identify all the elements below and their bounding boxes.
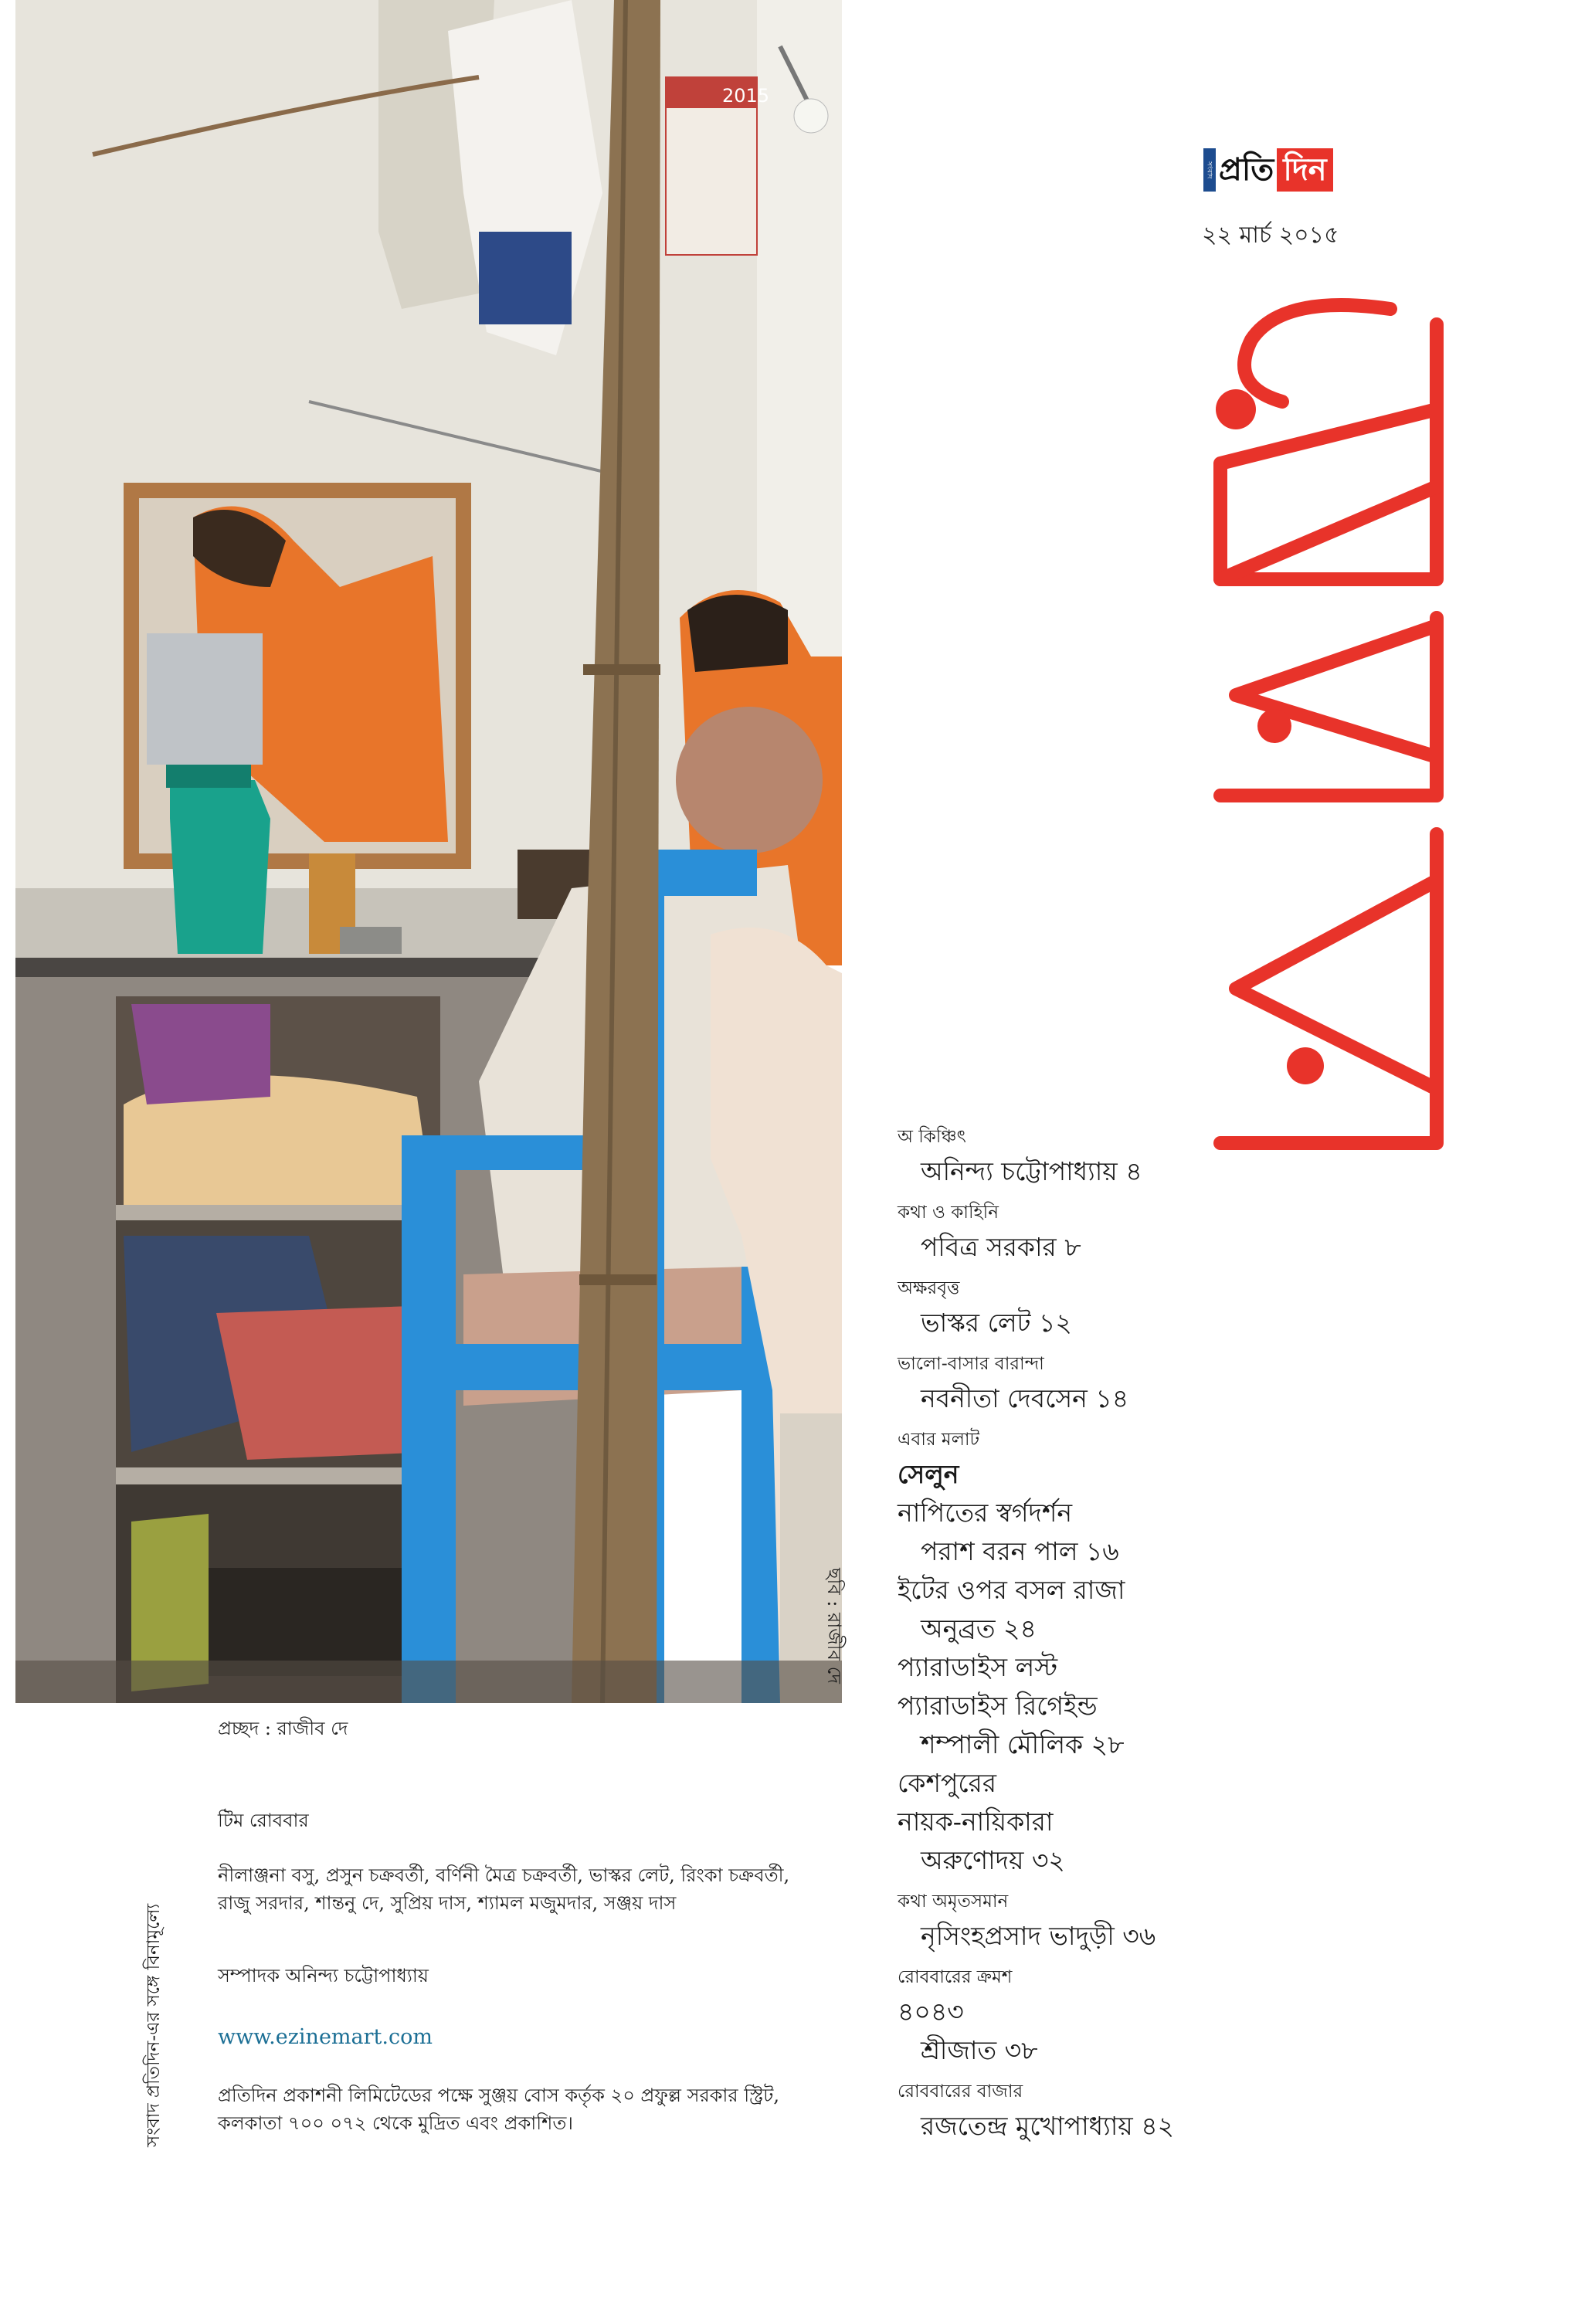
toc-section: রোববারের ক্রমশ xyxy=(898,1967,1013,1987)
toc-line: শম্পালী মৌলিক ২৮ xyxy=(921,1729,1125,1759)
toc-line: নবনীতা দেবসেন ১৪ xyxy=(921,1383,1129,1413)
toc-section: অ কিঞ্চিৎ xyxy=(898,1127,966,1147)
toc-section: এবার মলাট xyxy=(898,1430,980,1450)
toc-entry xyxy=(898,2076,1330,2146)
toc-section: কথা ও কাহিনি xyxy=(898,1203,999,1223)
toc-line: অরুণোদয় ৩২ xyxy=(921,1845,1065,1875)
toc-line: ইটের ওপর বসল রাজা xyxy=(898,1575,1125,1605)
logo-tag: সংবাদ xyxy=(1203,148,1216,192)
toc-line: অনুব্রত ২৪ xyxy=(921,1613,1037,1644)
imprint-text: প্রতিদিন প্রকাশনী লিমিটেডের পক্ষে সুঞ্জয় বোস কর্তৃক ২০ প্রফুল্ল সরকার স্ট্রিট, কলকাতা ৭০০ ০৭২ থেকে মুদ্রিত এবং প্রকাশিত। xyxy=(218,2085,779,2134)
toc-line: শ্রীজাত ৩৮ xyxy=(921,2035,1038,2065)
toc-line: প্যারাডাইস লস্ট xyxy=(898,1652,1058,1682)
editor-credit: সম্পাদক অনিন্দ্য চট্টোপাধ্যায় xyxy=(218,1965,429,1986)
toc-line: ৪০৪৩ xyxy=(898,1997,964,2027)
toc-entry xyxy=(898,1273,1330,1342)
table-of-contents xyxy=(898,1121,1330,2152)
logo-word-2: দিন xyxy=(1277,148,1332,192)
toc-line: নায়ক-নায়িকারা xyxy=(898,1807,1054,1837)
toc-line: অনিন্দ্য চট্টোপাধ্যায় ৪ xyxy=(921,1156,1142,1186)
toc-entry xyxy=(898,1349,1330,1418)
issue-date: ২২ মার্চ ২০১৫ xyxy=(1202,222,1339,249)
masthead-title-logo xyxy=(1189,293,1514,1182)
toc-entry xyxy=(898,1197,1330,1267)
toc-entry xyxy=(898,1121,1330,1191)
cover-credit: প্রচ্ছদ : রাজীব দে xyxy=(218,1718,348,1739)
toc-line: রজতেন্দ্র মুখোপাধ্যায় ৪২ xyxy=(921,2111,1175,2141)
logo-word-1: প্রতি xyxy=(1219,152,1274,188)
team-members: নীলাঞ্জনা বসু, প্রসুন চক্রবর্তী, বর্ণিনী মৈত্র চক্রবর্তী, ভাস্কর লেট, রিংকা চক্রবর্তী, রাজু সরদার, শান্তনু দে, সুপ্রিয় দাস, শ্যামল মজুমদার, সঞ্জয় দাস xyxy=(218,1864,790,1914)
toc-line: কেশপুরের xyxy=(898,1768,996,1798)
toc-line: নাপিতের স্বর্গদর্শন xyxy=(898,1498,1073,1528)
toc-entry-cover-story xyxy=(898,1424,1330,1880)
team-title: টিম রোববার xyxy=(218,1810,309,1831)
toc-line: পবিত্র সরকার ৮ xyxy=(921,1232,1081,1262)
toc-section: অক্ষরবৃত্ত xyxy=(898,1278,960,1298)
toc-line: পরাশ বরন পাল ১৬ xyxy=(921,1536,1119,1566)
cover-photo xyxy=(15,0,842,1703)
vertical-note: সংবাদ প্রতিদিন-এর সঙ্গে বিনামূল্যে xyxy=(144,1903,164,2147)
toc-line: সেলুন xyxy=(898,1459,959,1489)
toc-entry xyxy=(898,1962,1330,2070)
newspaper-logo xyxy=(1203,148,1333,192)
toc-line: ভাস্কর লেট ১২ xyxy=(921,1308,1072,1338)
website-link[interactable]: www.ezinemart.com xyxy=(218,2025,433,2049)
toc-section: কথা অমৃতসমান xyxy=(898,1891,1009,1912)
toc-line: নৃসিংহপ্রসাদ ভাদুড়ী ৩৬ xyxy=(921,1921,1156,1951)
toc-section: ভালো-বাসার বারান্দা xyxy=(898,1354,1044,1374)
toc-section: রোববারের বাজার xyxy=(898,2081,1023,2102)
calendar-year: 2015 xyxy=(722,85,770,107)
toc-entry xyxy=(898,1886,1330,1956)
photo-credit-vertical: ছবি : রাজীব দে xyxy=(823,1568,845,1684)
toc-line: প্যারাডাইস রিগেইন্ড xyxy=(898,1691,1098,1721)
